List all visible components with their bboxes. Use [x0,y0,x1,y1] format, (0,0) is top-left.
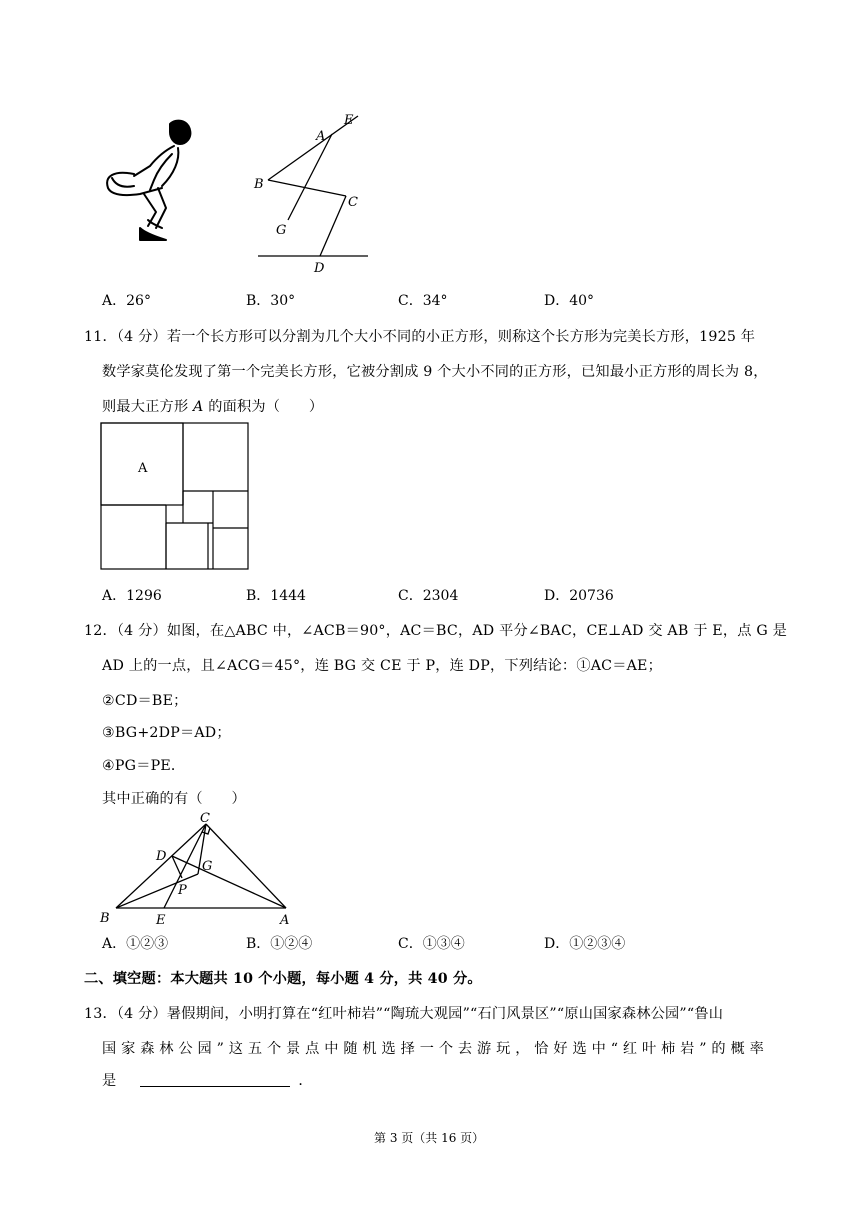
jumper-figure [100,116,198,250]
fig10-label-c: C [348,195,358,210]
q11-option-d: D．20736 [544,588,614,604]
page-footer: 第 3 页（共 16 页） [374,1131,485,1145]
q13-line-1: 13．（4 分）暑假期间，小明打算在“红叶柿岩”“陶琉大观园”“石门风景区”“原山国家森林公园”“鲁山 [84,1006,724,1022]
fig10-label-e: E [344,113,354,128]
q10-option-d: D．40° [544,293,595,309]
fig12-label-e: E [156,913,166,928]
q13-line-3: 是 ． [102,1073,313,1089]
fig10-label-g: G [276,223,287,238]
fig12-label-g: G [202,859,213,874]
q11-line-3: 则最大正方形 A 的面积为（ ） [102,399,324,415]
q10-option-b: B．30° [246,293,296,309]
fig10-label-d: D [314,261,325,276]
q12-conclusion-3: ③BG+2DP＝AD； [102,725,231,741]
fig11-label-a: A [138,461,148,476]
q12-conclusion-2: ②CD＝BE； [102,693,188,709]
q11-option-b: B．1444 [246,588,306,604]
q13-answer-blank[interactable] [140,1072,290,1087]
fig12-label-b: B [100,911,110,926]
q12-conclusion-4: ④PG＝PE． [102,758,186,774]
q12-line-2: AD 上的一点，且∠ACG＝45°，连 BG 交 CE 于 P，连 DP，下列结论：①AC＝AE； [102,658,662,674]
q12-option-d: D．①②③④ [544,936,626,952]
q11-line-1: 11．（4 分）若一个长方形可以分割为几个大小不同的小正方形，则称这个长方形为完美长方形，1925 年 [84,329,756,345]
triangle-figure [98,808,298,928]
q10-option-c: C．34° [398,293,448,309]
q11-option-a: A．1296 [102,588,162,604]
section-2-title: 二、填空题：本大题共 10 个小题，每小题 4 分，共 40 分。 [84,971,482,987]
q10-option-a: A．26° [102,293,151,309]
fig12-label-a: A [280,913,290,928]
fig12-label-p: P [178,883,187,898]
angle-figure [248,108,372,278]
fig12-label-c: C [200,811,210,826]
fig10-label-b: B [254,177,264,192]
q12-ask: 其中正确的有（ ） [102,791,246,807]
q11-option-c: C．2304 [398,588,459,604]
q12-option-a: A．①②③ [102,936,169,952]
q12-option-c: C．①③④ [398,936,465,952]
q12-line-1: 12．（4 分）如图，在△ABC 中，∠ACB＝90°，AC＝BC，AD 平分∠BAC，CE⊥AD 交 AB 于 E，点 G 是 [84,623,787,639]
q11-line-2: 数学家莫伦发现了第一个完美长方形，它被分割成 9 个大小不同的正方形，已知最小正方形的周长为 8， [102,364,768,380]
perfect-rectangle-figure [100,422,250,570]
q12-option-b: B．①②④ [246,936,313,952]
q13-line-2: 国 家 森 林 公 园 ” 这 五 个 景 点 中 随 机 选 择 一 个 去 游 玩 ， 恰 好 选 中 “ 红 叶 柿 岩 ” 的 概 率 [102,1041,764,1057]
fig10-label-a: A [316,129,326,144]
fig12-label-d: D [156,849,167,864]
